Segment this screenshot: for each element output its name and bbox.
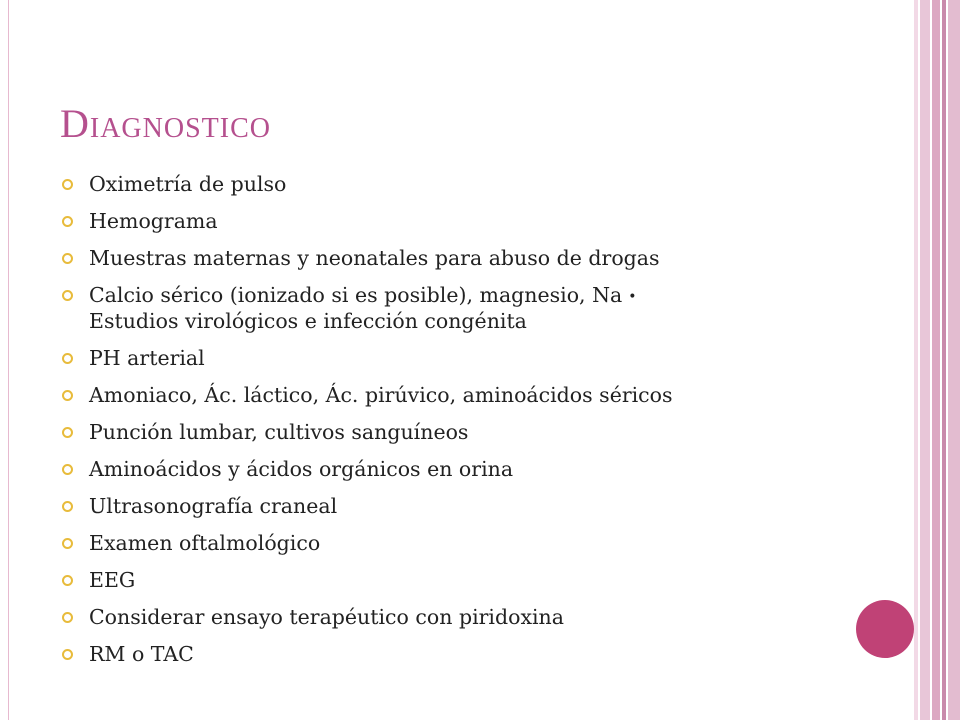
- list-item: [62, 568, 822, 592]
- list-item: [62, 209, 822, 233]
- list-item-text: Hemograma: [89, 209, 218, 233]
- stripe: [948, 0, 960, 720]
- bullet-icon: [62, 353, 73, 364]
- bullet-icon: [62, 290, 73, 301]
- bullet-icon: [62, 538, 73, 549]
- list-item: [62, 457, 822, 481]
- bullet-icon: [62, 179, 73, 190]
- slide-left-border: [8, 0, 9, 720]
- bullet-icon: [62, 390, 73, 401]
- list-item: [62, 283, 822, 333]
- bullet-icon: [62, 575, 73, 586]
- stripe: [914, 0, 918, 720]
- list-item-continuation: Estudios virológicos e infección congénita: [89, 308, 527, 333]
- bullet-icon: [62, 464, 73, 475]
- decorative-right-stripes: [914, 0, 960, 720]
- list-item-text: Ultrasonografía craneal: [89, 493, 338, 518]
- list-item: [62, 420, 822, 444]
- list-item-text: Aminoácidos y ácidos orgánicos en orina: [89, 456, 514, 481]
- list-item-text: RM o TAC: [89, 641, 194, 666]
- list-item-text: Muestras maternas y neonatales para abuso de drogas: [89, 246, 660, 270]
- list-item: [62, 605, 822, 629]
- list-item-text: EEG: [89, 567, 136, 592]
- bullet-icon: [62, 216, 73, 227]
- bullet-icon: [62, 253, 73, 264]
- list-item-text: Calcio sérico (ionizado si es posible), magnesio, Na: [89, 283, 623, 307]
- list-item: [62, 383, 822, 407]
- slide-title: Diagnostico: [60, 101, 271, 146]
- inline-bullet-dot: •: [628, 288, 637, 305]
- list-item: [62, 346, 822, 370]
- list-item-text: Oximetría de pulso: [89, 172, 287, 196]
- list-item-text: Amoniaco, Ác. láctico, Ác. pirúvico, aminoácidos séricos: [89, 382, 673, 407]
- list-item: [62, 246, 822, 270]
- list-item-text: Examen oftalmológico: [89, 530, 321, 555]
- stripe: [920, 0, 930, 720]
- bullet-icon: [62, 501, 73, 512]
- list-item: [62, 494, 822, 518]
- list-item: [62, 172, 822, 196]
- bullet-icon: [62, 649, 73, 660]
- list-item: [62, 531, 822, 555]
- bullet-list: [62, 172, 822, 679]
- decorative-circle: [856, 600, 914, 658]
- stripe: [932, 0, 940, 720]
- list-item: [62, 642, 822, 666]
- stripe: [942, 0, 946, 720]
- bullet-icon: [62, 612, 73, 623]
- list-item-text: PH arterial: [89, 345, 205, 370]
- list-item-text: Punción lumbar, cultivos sanguíneos: [89, 419, 469, 444]
- list-item-text: Considerar ensayo terapéutico con piridoxina: [89, 604, 564, 629]
- bullet-icon: [62, 427, 73, 438]
